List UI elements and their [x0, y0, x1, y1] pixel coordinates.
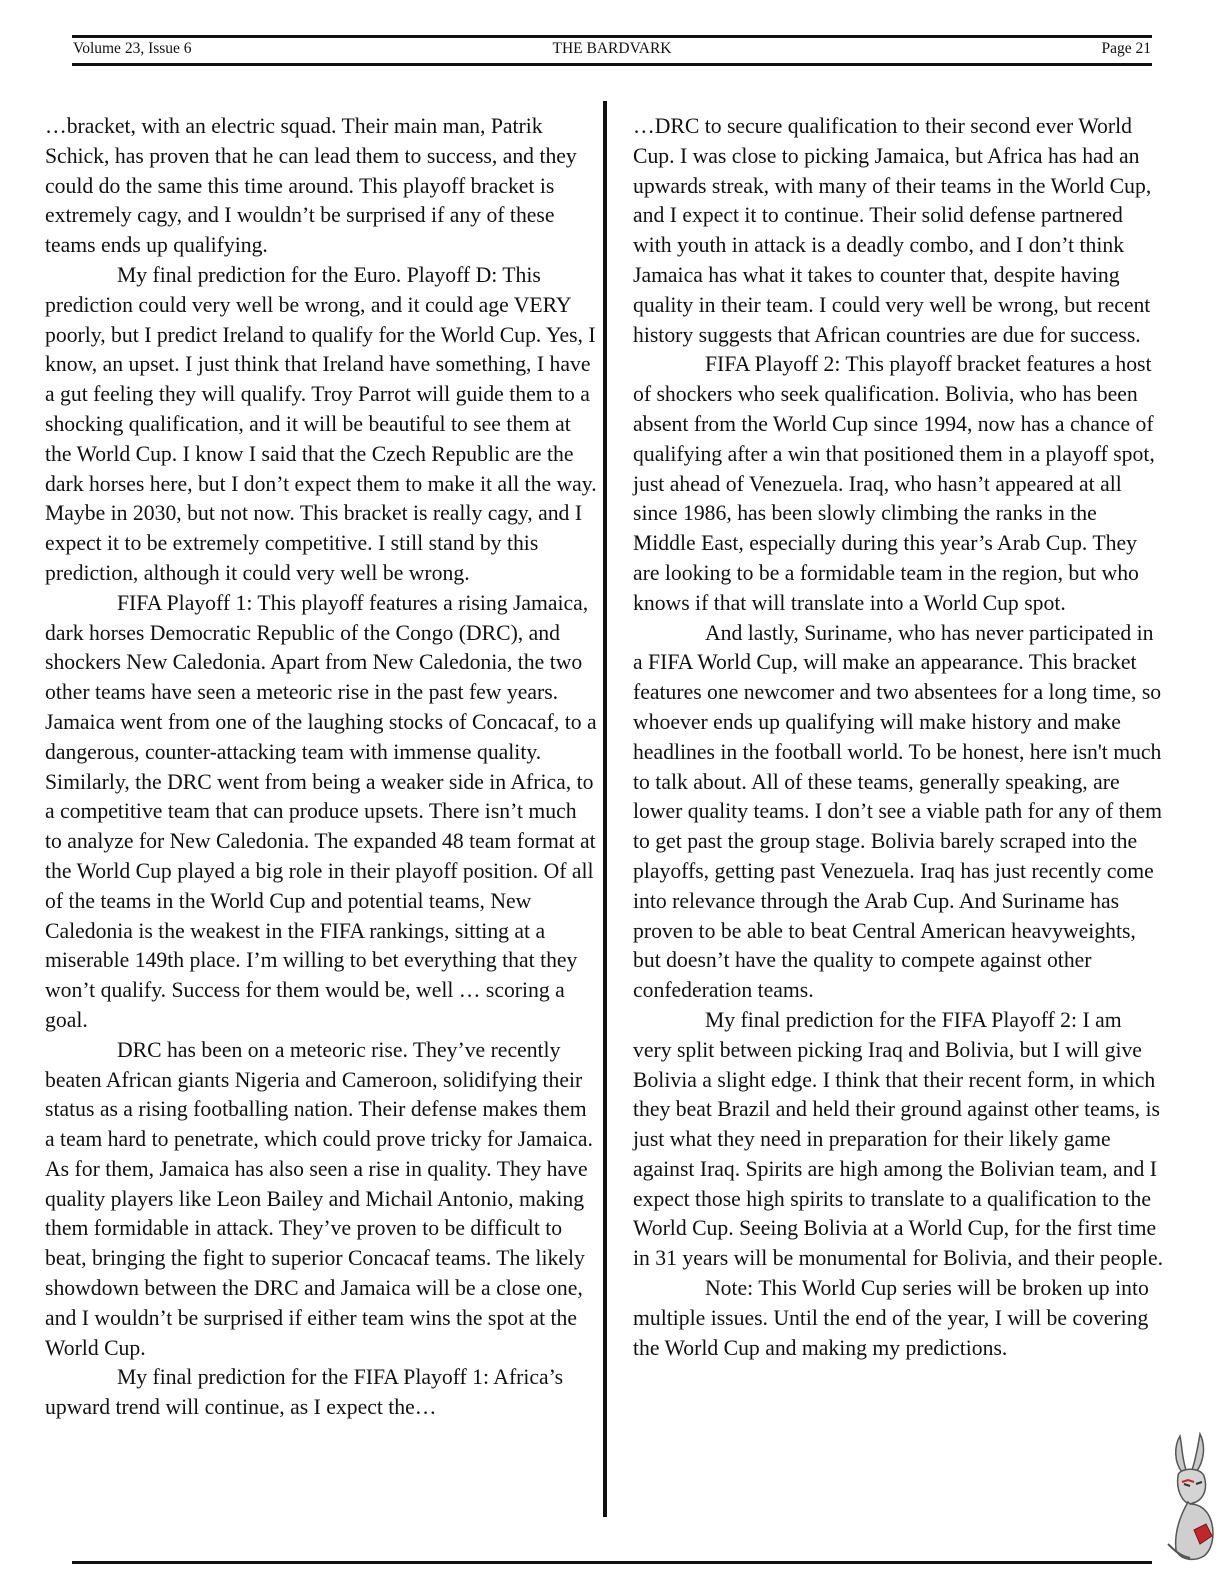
paragraph: And lastly, Suriname, who has never participated in a FIFA World Cup, will make an appearance. This bracket features one newcomer and two absentees for a long time, so whoever ends up qualifying will make history and make headlines in the football world. To be honest, here isn't much to talk about. All of these teams, generally speaking, are lower quality teams. I don’t see a viable path for any of them to get past the group stage. Bolivia barely scraped into the playoffs, getting past Venezuela. Iraq has just recently come into relevance through the Arab Cup. And Suriname has proven to be able to beat Central American heavyweights, but doesn’t have the quality to compete against other confederation teams.: [633, 620, 1162, 1003]
paragraph: DRC has been on a meteoric rise. They’ve recently beaten African giants Nigeria and Cameroon, solidifying their status as a rising footballing nation. Their defense makes them a team hard to penetrate, which could prove tricky for Jamaica. As for them, Jamaica has also seen a rise in quality. They have quality players like Leon Bailey and Michail Antonio, making them formidable in attack. They’ve proven to be difficult to beat, bringing the fight to superior Concacaf teams. The likely showdown between the DRC and Jamaica will be a close one, and I wouldn’t be surprised if either team wins the spot at the World Cup.: [45, 1037, 593, 1360]
header-rule-top: [72, 35, 1152, 38]
paragraph: FIFA Playoff 1: This playoff features a rising Jamaica, dark horses Democratic Republic of the Congo (DRC), and shockers New Caledonia. Apart from New Caledonia, the two other teams have seen a meteoric rise in the past few years. Jamaica went from one of the laughing stocks of Concacaf, to a dangerous, counter-attacking team with immense quality. Similarly, the DRC went from being a weaker side in Africa, to a competitive team that can produce upsets. There isn’t much to analyze for New Caledonia. The expanded 48 team format at the World Cup played a big role in their playoff position. Of all of the teams in the World Cup and potential teams, New Caledonia is the weakest in the FIFA rankings, sitting at a miserable 149th place. I’m willing to bet everything that they won’t qualify. Success for them would be, well … scoring a goal.: [45, 590, 597, 1032]
paragraph: FIFA Playoff 2: This playoff bracket features a host of shockers who seek qualification. Bolivia, who has been absent from the World Cup since 1994, now has a chance of qualifying after a win that positioned them in a playoff spot, just ahead of Venezuela. Iraq, who hasn’t appeared at all since 1986, has been slowly climbing the ranks in the Middle East, especially during this year’s Arab Cup. They are looking to be a formidable team in the region, but who knows if that will translate into a World Cup spot.: [633, 352, 1155, 615]
header-rule-bottom: [72, 63, 1152, 66]
paragraph: My final prediction for the FIFA Playoff 1: Africa’s upward trend will continue, as I expect the…: [45, 1365, 564, 1420]
page-number: Page 21: [1101, 40, 1151, 57]
paragraph: My final prediction for the FIFA Playoff 2: I am very split between picking Iraq and Bolivia, but I will give Bolivia a slight edge. I think that their recent form, in which they beat Brazil and held their ground against other teams, is just what they need in preparation for their likely game against Iraq. Spirits are high among the Bolivian team, and I expect those high spirits to translate to a qualification to the World Cup. Seeing Bolivia at a World Cup, for the first time in 31 years will be monumental for Bolivia, and their people.: [633, 1007, 1164, 1271]
aardvark-mascot-icon: [1160, 1432, 1224, 1568]
paragraph: Note: This World Cup series will be broken up into multiple issues. Until the end of the year, I will be covering the World Cup and making my predictions.: [633, 1276, 1149, 1360]
article-column-left: [45, 112, 597, 1423]
paragraph: …bracket, with an electric squad. Their main man, Patrik Schick, has proven that he can lead them to success, and they could do the same this time around. This playoff bracket is extremely cagy, and I wouldn’t be surprised if any of these teams ends up qualifying.: [45, 114, 577, 258]
publication-title: THE BARDVARK: [552, 40, 672, 57]
paragraph: My final prediction for the Euro. Playoff D: This prediction could very well be wrong, and it could age VERY poorly, but I predict Ireland to qualify for the World Cup. Yes, I know, an upset. I just think that Ireland have something, I have a gut feeling they will qualify. Troy Parrot will guide them to a shocking qualification, and it will be beautiful to see them at the World Cup. I know I said that the Czech Republic are the dark horses here, but I don’t expect them to make it all the way. Maybe in 2030, but not now. This bracket is really cagy, and I expect it to be extremely competitive. I still stand by this prediction, although it could very well be wrong.: [45, 262, 597, 585]
article-column-right: [633, 112, 1163, 1363]
footer-rule: [72, 1561, 1152, 1564]
paragraph: …DRC to secure qualification to their second ever World Cup. I was close to picking Jamaica, but Africa has had an upwards streak, with many of their teams in the World Cup, and I expect it to continue. Their solid defense partnered with youth in attack is a deadly combo, and I don’t think Jamaica has what it takes to counter that, despite having quality in their team. I could very well be wrong, but recent history suggests that African countries are due for success.: [633, 114, 1152, 347]
column-divider: [603, 101, 607, 1517]
issue-volume: Volume 23, Issue 6: [73, 40, 192, 57]
